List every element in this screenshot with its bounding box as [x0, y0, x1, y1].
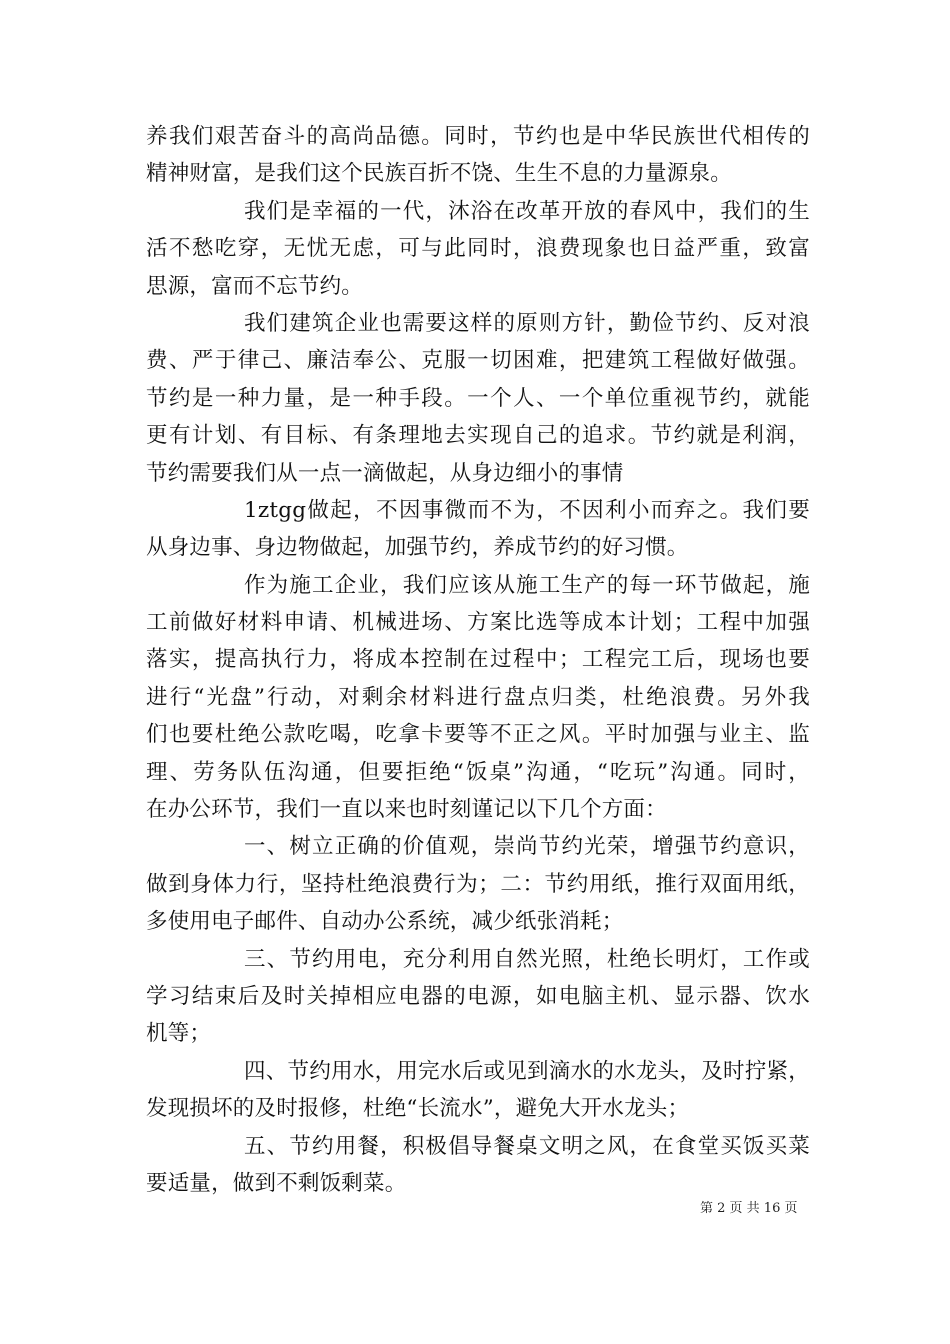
text-line: 做到身体力行，坚持杜绝浪费行为；二：节约用纸，推行双面用纸， — [146, 871, 810, 897]
text-line: 机等； — [146, 1021, 212, 1047]
text-line: 精神财富，是我们这个民族百折不饶、生生不息的力量源泉。 — [146, 161, 732, 187]
text-line: 们也要杜绝公款吃喝，吃拿卡要等不正之风。平时加强与业主、监 — [146, 722, 810, 748]
text-line: 我们是幸福的一代，沐浴在改革开放的春风中，我们的生 — [244, 198, 810, 224]
text-line: 节约需要我们从一点一滴做起，从身边细小的事情 — [146, 460, 624, 486]
text-line: 从身边事、身边物做起，加强节约，养成节约的好习惯。 — [146, 535, 689, 561]
text-line: 发现损坏的及时报修，杜绝“长流水”，避免大开水龙头； — [146, 1096, 690, 1122]
text-line: 节约是一种力量，是一种手段。一个人、一个单位重视节约，就能 — [146, 385, 810, 411]
text-line: 进行“光盘”行动，对剩余材料进行盘点归类，杜绝浪费。另外我 — [146, 684, 810, 710]
text-line: 工前做好材料申请、机械进场、方案比选等成本计划；工程中加强 — [146, 610, 810, 636]
text-line: 一、树立正确的价值观，崇尚节约光荣，增强节约意识， — [244, 834, 810, 860]
text-line: 更有计划、有目标、有条理地去实现自己的追求。节约就是利润， — [146, 423, 810, 449]
text-line: 学习结束后及时关掉相应电器的电源，如电脑主机、显示器、饮水 — [146, 983, 810, 1009]
text-line: 费、严于律己、廉洁奉公、克服一切困难，把建筑工程做好做强。 — [146, 348, 810, 374]
text-line: 养我们艰苦奋斗的高尚品德。同时，节约也是中华民族世代相传的 — [146, 124, 810, 149]
text-line: 四、节约用水，用完水后或见到滴水的水龙头，及时拧紧， — [244, 1058, 810, 1084]
text-line: 五、节约用餐，积极倡导餐桌文明之风，在食堂买饭买菜 — [244, 1133, 810, 1159]
text-line: 多使用电子邮件、自动办公系统，减少纸张消耗； — [146, 909, 624, 935]
page-number: 第 2 页 共 16 页 — [700, 1201, 798, 1216]
text-line: 三、节约用电，充分利用自然光照，杜绝长明灯，工作或 — [244, 946, 810, 972]
text-line: 作为施工企业，我们应该从施工生产的每一环节做起，施 — [244, 572, 810, 598]
text-line: 在办公环节，我们一直以来也时刻谨记以下几个方面： — [146, 797, 667, 823]
text-line: 思源，富而不忘节约。 — [146, 273, 364, 299]
text-line: 1ztgg做起，不因事微而不为，不因利小而弃之。我们要 — [244, 497, 810, 523]
text-line: 要适量，做到不剩饭剩菜。 — [146, 1170, 407, 1196]
text-line: 落实，提高执行力，将成本控制在过程中；工程完工后，现场也要 — [146, 647, 810, 673]
text-line: 我们建筑企业也需要这样的原则方针，勤俭节约、反对浪 — [244, 310, 810, 336]
text-line: 理、劳务队伍沟通，但要拒绝“饭桌”沟通，“吃玩”沟通。同时， — [146, 759, 810, 785]
document-body — [146, 118, 810, 1202]
text-line: 活不愁吃穿，无忧无虑，可与此同时，浪费现象也日益严重，致富 — [146, 236, 810, 262]
